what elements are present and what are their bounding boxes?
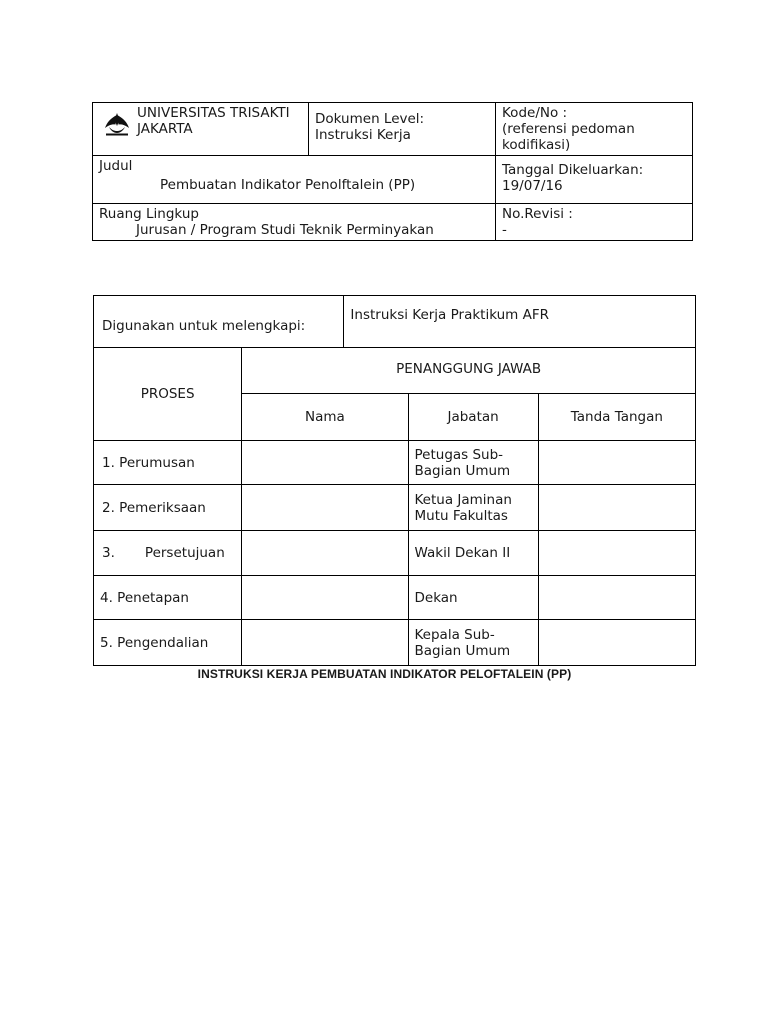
ruang-lingkup-label: Ruang Lingkup bbox=[99, 206, 199, 222]
jabatan-cell: Petugas Sub- Bagian Umum bbox=[408, 441, 538, 485]
col-jabatan-header: Jabatan bbox=[408, 394, 538, 441]
header-row-judul bbox=[93, 156, 693, 204]
jabatan-cell: Dekan bbox=[408, 576, 538, 620]
table-row bbox=[94, 620, 696, 666]
penanggung-header-row bbox=[94, 348, 696, 394]
header-row-1 bbox=[93, 103, 693, 156]
judul-value: Pembuatan Indikator Penolftalein (PP) bbox=[160, 177, 416, 193]
col-tanda-tangan-header: Tanda Tangan bbox=[538, 394, 695, 441]
judul-label: Judul bbox=[99, 158, 133, 174]
tanda-tangan-cell bbox=[538, 576, 695, 620]
doc-level-cell bbox=[309, 103, 496, 156]
tanda-tangan-cell bbox=[538, 531, 695, 576]
ruang-lingkup-value: Jurusan / Program Studi Teknik Perminyakan bbox=[136, 222, 434, 238]
nama-cell bbox=[242, 441, 408, 485]
proses-header: PROSES bbox=[94, 348, 242, 441]
revisi-value: - bbox=[502, 222, 507, 238]
proses-cell: 1. Perumusan bbox=[94, 441, 242, 485]
approval-table bbox=[93, 295, 696, 666]
table-row bbox=[94, 531, 696, 576]
kode-value: (referensi pedoman kodifikasi) bbox=[502, 121, 635, 153]
jabatan-cell: Wakil Dekan II bbox=[408, 531, 538, 576]
proses-cell: 3. Persetujuan bbox=[94, 531, 242, 576]
used-for-value: Instruksi Kerja Praktikum AFR bbox=[344, 296, 696, 348]
jabatan-cell: Kepala Sub- Bagian Umum bbox=[408, 620, 538, 666]
tanda-tangan-cell bbox=[538, 485, 695, 531]
tanda-tangan-cell bbox=[538, 441, 695, 485]
tanggal-cell bbox=[496, 156, 693, 204]
document-header-table bbox=[92, 102, 693, 241]
header-row-lingkup bbox=[93, 204, 693, 241]
jabatan-cell: Ketua Jaminan Mutu Fakultas bbox=[408, 485, 538, 531]
nama-cell bbox=[242, 620, 408, 666]
doc-level-label: Dokumen Level: bbox=[315, 111, 425, 127]
penanggung-jawab-header: PENANGGUNG JAWAB bbox=[242, 348, 696, 394]
nama-cell bbox=[242, 485, 408, 531]
nama-cell bbox=[242, 531, 408, 576]
kode-cell bbox=[496, 103, 693, 156]
judul-cell bbox=[93, 156, 496, 204]
nama-cell bbox=[242, 576, 408, 620]
proses-cell: 5. Pengendalian bbox=[94, 620, 242, 666]
col-nama-header: Nama bbox=[242, 394, 408, 441]
doc-level-value: Instruksi Kerja bbox=[315, 127, 411, 143]
proses-cell: 2. Pemeriksaan bbox=[94, 485, 242, 531]
university-cell bbox=[93, 103, 309, 156]
university-emblem-icon bbox=[103, 112, 131, 136]
tanda-tangan-cell bbox=[538, 620, 695, 666]
document-caption: INSTRUKSI KERJA PEMBUATAN INDIKATOR PELOFTALEIN (PP) bbox=[197, 667, 572, 681]
table-row bbox=[94, 576, 696, 620]
revisi-cell bbox=[496, 204, 693, 241]
ruang-lingkup-cell bbox=[93, 204, 496, 241]
kode-label: Kode/No : bbox=[502, 105, 568, 121]
proses-cell: 4. Penetapan bbox=[94, 576, 242, 620]
used-for-label: Digunakan untuk melengkapi: bbox=[94, 296, 344, 348]
revisi-label: No.Revisi : bbox=[502, 206, 573, 222]
used-for-row bbox=[94, 296, 696, 348]
university-name: UNIVERSITAS TRISAKTI JAKARTA bbox=[137, 105, 290, 137]
tanggal-value: 19/07/16 bbox=[502, 178, 563, 194]
tanggal-label: Tanggal Dikeluarkan: bbox=[502, 162, 644, 178]
table-row bbox=[94, 441, 696, 485]
table-row bbox=[94, 485, 696, 531]
